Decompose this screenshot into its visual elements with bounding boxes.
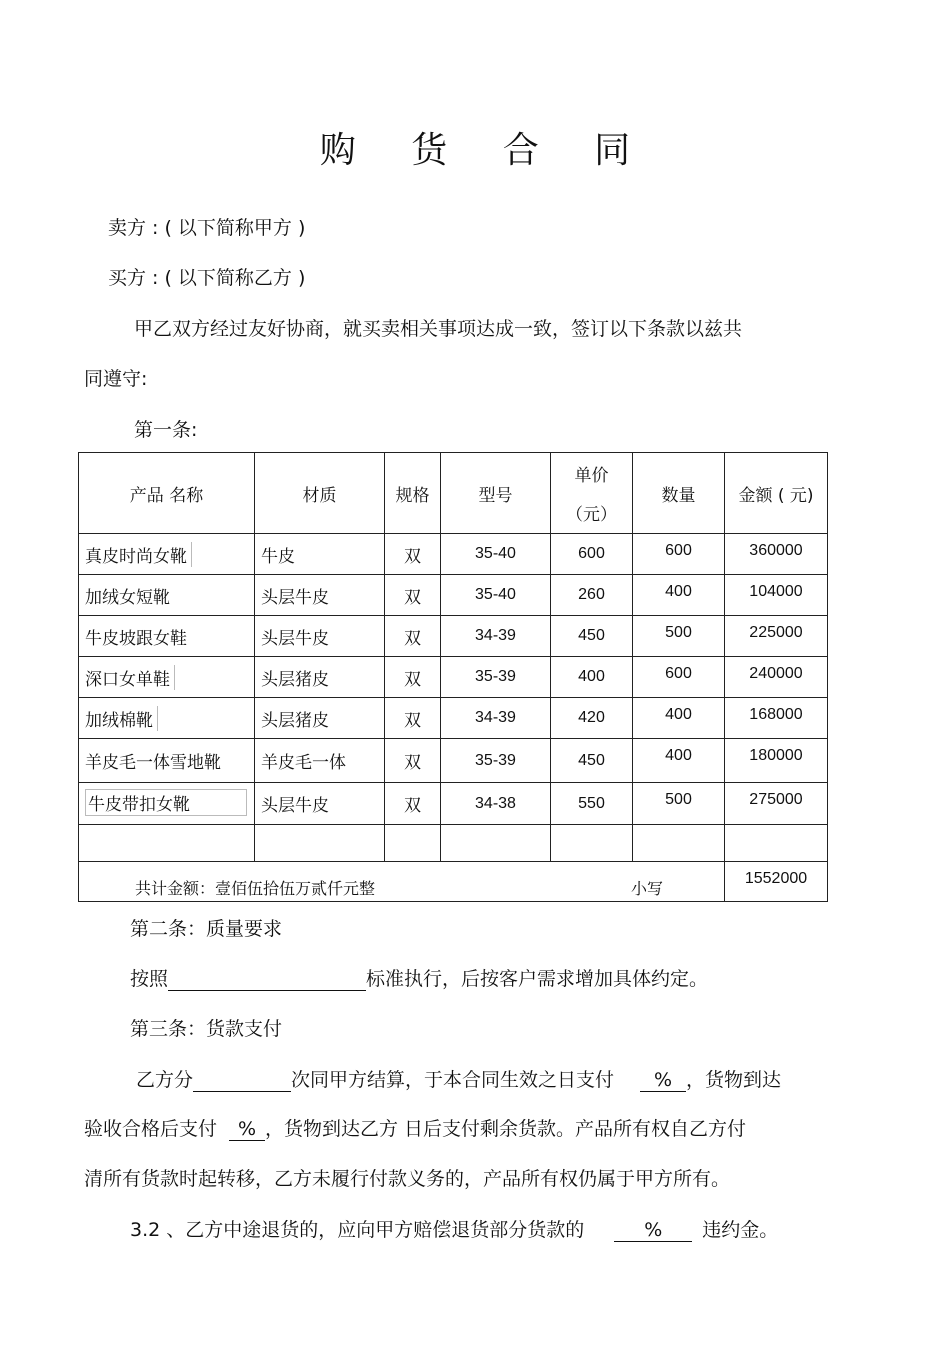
cell-amount: 360000 (725, 534, 828, 575)
empty-cell (633, 825, 725, 862)
header-material: 材质 (255, 453, 385, 534)
initial-percent: % (640, 1070, 686, 1092)
empty-cell (551, 825, 633, 862)
cell-spec: 双 (385, 698, 441, 739)
empty-cell (725, 825, 828, 862)
cell-price: 420 (551, 698, 633, 739)
payment-line-1a: 乙方分 (136, 1069, 194, 1091)
cell-spec: 双 (385, 783, 441, 825)
cell-product-name: 羊皮毛一体雪地靴 (79, 739, 255, 783)
cell-spec: 双 (385, 534, 441, 575)
table-total-row (79, 862, 828, 902)
cell-material: 头层猪皮 (255, 698, 385, 739)
cell-quantity: 600 (633, 534, 725, 575)
clause-3-2 (130, 1215, 778, 1242)
product-name-text: 牛皮带扣女靴 (85, 789, 247, 816)
product-name-text: 加绒棉靴 (85, 706, 158, 731)
header-unit-price (551, 453, 633, 534)
cell-quantity: 500 (633, 783, 725, 825)
table-row (79, 616, 828, 657)
table-row (79, 739, 828, 783)
cell-spec: 双 (385, 739, 441, 783)
cell-product-name: 加绒女短靴 (79, 575, 255, 616)
cell-amount: 168000 (725, 698, 828, 739)
total-cell (79, 862, 725, 902)
table-row-empty (79, 825, 828, 862)
cell-quantity: 400 (633, 575, 725, 616)
cell-amount: 180000 (725, 739, 828, 783)
cell-price: 450 (551, 739, 633, 783)
penalty-percent: % (614, 1220, 692, 1242)
article-1-heading: 第一条: (134, 419, 198, 441)
intro-line-1: 甲乙双方经过友好协商，就买卖相关事项达成一致，签订以下条款以兹共 (134, 318, 743, 340)
payment-line-1c: ，货物到达 (686, 1069, 782, 1091)
article-2-heading: 第二条：质量要求 (130, 918, 283, 940)
cell-amount: 225000 (725, 616, 828, 657)
small-label: 小写 (631, 879, 664, 898)
header-model: 型号 (441, 453, 551, 534)
payment-line-2b: ，货物到达乙方 日后支付剩余货款。产品所有权自乙方付 (265, 1118, 747, 1140)
empty-cell (79, 825, 255, 862)
header-spec: 规格 (385, 453, 441, 534)
clause-3-2-suffix: 违约金。 (702, 1219, 779, 1241)
standard-blank (168, 969, 366, 991)
header-amount: 金额 ( 元) (725, 453, 828, 534)
cell-material: 头层牛皮 (255, 783, 385, 825)
product-table (78, 452, 828, 902)
payment-line-3: 清所有货款时起转移，乙方未履行付款义务的，产品所有权仍属于甲方所有。 (84, 1168, 731, 1190)
article-2-suffix: 标准执行，后按客户需求增加具体约定。 (366, 968, 709, 990)
payment-line-2a: 验收合格后支付 (84, 1118, 218, 1140)
cell-quantity: 400 (633, 739, 725, 783)
cell-model: 34-39 (441, 698, 551, 739)
cell-amount: 240000 (725, 657, 828, 698)
cell-product-name (79, 657, 255, 698)
table-row (79, 534, 828, 575)
total-amount-words: 共计金额：壹佰伍拾伍万贰仟元整 (135, 879, 376, 898)
payment-line-2 (84, 1114, 746, 1141)
table-header-row (79, 453, 828, 534)
contract-title: 购 货 合 同 (319, 130, 653, 171)
clause-3-2-text: 3.2 、乙方中途退货的，应向甲方赔偿退货部分货款的 (130, 1219, 585, 1241)
cell-spec: 双 (385, 657, 441, 698)
header-unit-price-label: 单价 (574, 466, 609, 486)
table-row (79, 698, 828, 739)
cell-material: 头层牛皮 (255, 616, 385, 657)
cell-model: 35-40 (441, 534, 551, 575)
cell-material: 头层牛皮 (255, 575, 385, 616)
installments-blank (193, 1070, 291, 1092)
payment-line-1b: 次同甲方结算，于本合同生效之日支付 (291, 1069, 615, 1091)
cell-price: 550 (551, 783, 633, 825)
cell-material: 头层猪皮 (255, 657, 385, 698)
product-name-text: 真皮时尚女靴 (85, 542, 192, 567)
intro-line-2: 同遵守: (84, 368, 148, 390)
buyer-line: 买方 : ( 以下简称乙方 ) (108, 267, 306, 289)
cell-model: 35-39 (441, 657, 551, 698)
header-unit-price-unit: （元） (566, 505, 617, 525)
cell-model: 35-39 (441, 739, 551, 783)
cell-product-name (79, 534, 255, 575)
cell-model: 35-40 (441, 575, 551, 616)
article-3-heading: 第三条：货款支付 (130, 1018, 283, 1040)
cell-spec: 双 (385, 616, 441, 657)
cell-material: 牛皮 (255, 534, 385, 575)
cell-quantity: 600 (633, 657, 725, 698)
cell-price: 260 (551, 575, 633, 616)
cell-price: 600 (551, 534, 633, 575)
cell-amount: 104000 (725, 575, 828, 616)
seller-line: 卖方 : ( 以下简称甲方 ) (108, 217, 306, 239)
cell-quantity: 500 (633, 616, 725, 657)
article-2-body (130, 964, 708, 991)
cell-spec: 双 (385, 575, 441, 616)
table-row (79, 783, 828, 825)
header-quantity: 数量 (633, 453, 725, 534)
header-product-name: 产品 名称 (79, 453, 255, 534)
cell-product-name: 牛皮坡跟女鞋 (79, 616, 255, 657)
acceptance-percent: % (229, 1119, 265, 1141)
cell-amount: 275000 (725, 783, 828, 825)
empty-cell (385, 825, 441, 862)
cell-quantity: 400 (633, 698, 725, 739)
total-amount-value: 1552000 (725, 862, 828, 902)
cell-model: 34-39 (441, 616, 551, 657)
cell-price: 450 (551, 616, 633, 657)
cell-model: 34-38 (441, 783, 551, 825)
table-row (79, 657, 828, 698)
empty-cell (255, 825, 385, 862)
payment-line-1 (136, 1065, 781, 1092)
cell-material: 羊皮毛一体 (255, 739, 385, 783)
cell-price: 400 (551, 657, 633, 698)
article-2-prefix: 按照 (130, 968, 169, 990)
table-row (79, 575, 828, 616)
cell-product-name (79, 783, 255, 825)
cell-product-name (79, 698, 255, 739)
product-name-text: 深口女单鞋 (85, 665, 175, 690)
empty-cell (441, 825, 551, 862)
